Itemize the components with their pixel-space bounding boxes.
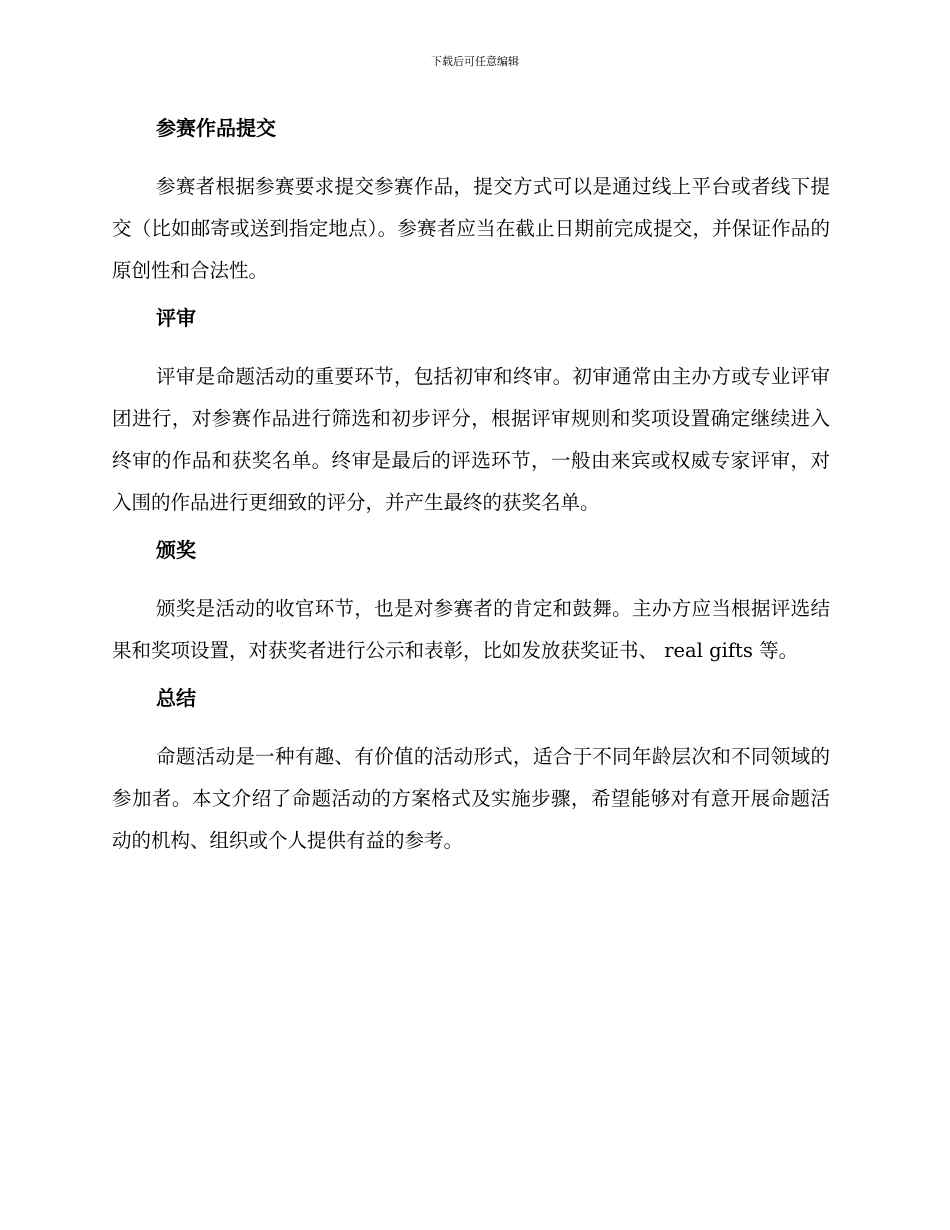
section-heading: 总结 xyxy=(156,686,196,710)
section-summary xyxy=(112,682,830,862)
document-body xyxy=(112,112,830,862)
section-paragraph: 颁奖是活动的收官环节，也是对参赛者的肯定和鼓舞。主办方应当根据评选结果和奖项设置，对获奖者进行公示和表彰，比如发放获奖证书、 real gifts 等。 xyxy=(112,597,830,662)
section-awards xyxy=(112,534,830,682)
section-submission xyxy=(112,112,830,302)
section-heading: 颁奖 xyxy=(156,538,196,562)
section-review xyxy=(112,302,830,534)
section-heading: 参赛作品提交 xyxy=(156,116,276,140)
section-heading: 评审 xyxy=(156,306,196,330)
section-paragraph: 参赛者根据参赛要求提交参赛作品，提交方式可以是通过线上平台或者线下提交（比如邮寄或送到指定地点）。参赛者应当在截止日期前完成提交，并保证作品的原创性和合法性。 xyxy=(112,175,830,282)
page-header: 下载后可任意编辑 xyxy=(431,55,519,68)
section-paragraph: 评审是命题活动的重要环节，包括初审和终审。初审通常由主办方或专业评审团进行，对参赛作品进行筛选和初步评分，根据评审规则和奖项设置确定继续进入终审的作品和获奖名单。终审是最后的评选环节，一般由来宾或权威专家评审，对入围的作品进行更细致的评分，并产生最终的获奖名单。 xyxy=(112,365,830,514)
section-paragraph: 命题活动是一种有趣、有价值的活动形式，适合于不同年龄层次和不同领域的参加者。本文介绍了命题活动的方案格式及实施步骤，希望能够对有意开展命题活动的机构、组织或个人提供有益的参考。 xyxy=(112,745,830,852)
